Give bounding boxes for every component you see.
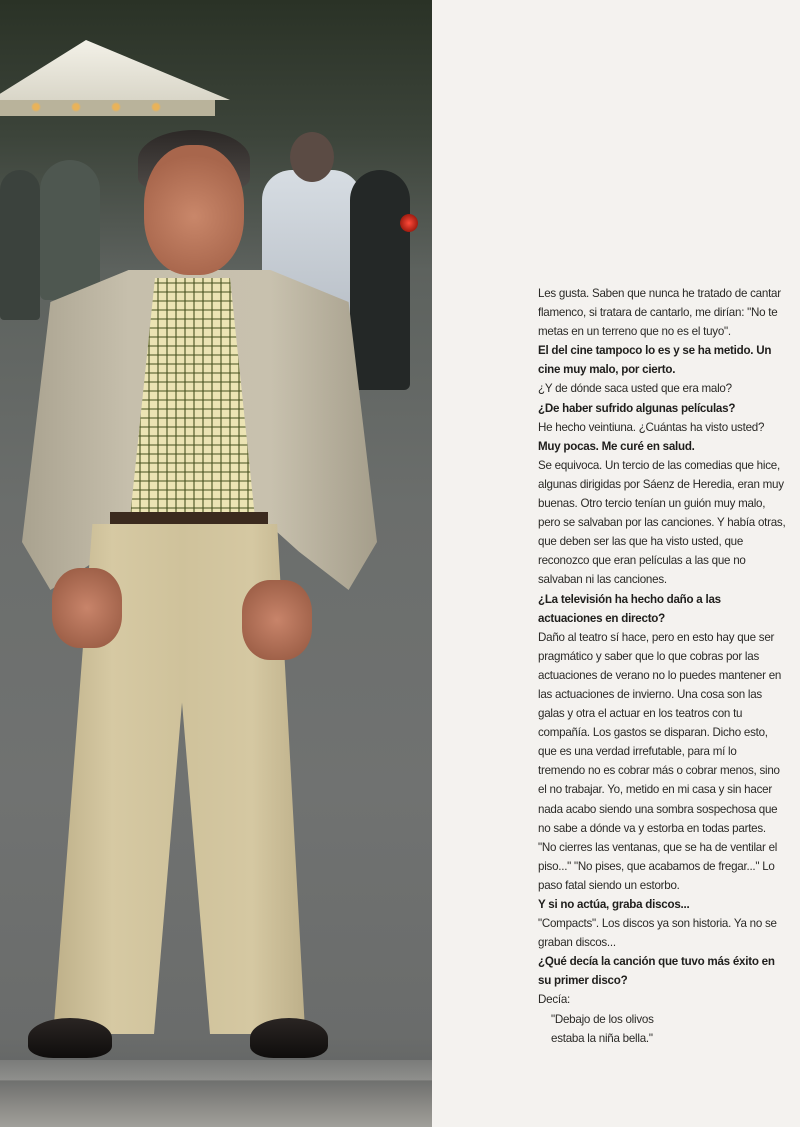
- song-verse-line: "Debajo de los olivos: [551, 1012, 654, 1026]
- answer-paragraph: Les gusta. Saben que nunca he tratado de cantar flamenco, si tratara de cantarlo, me dirían: "No te metas en un terreno que no es el tuyo".: [538, 287, 781, 339]
- answer-paragraph: Decía:: [538, 993, 571, 1007]
- left-hand: [52, 568, 122, 648]
- answer-paragraph: Se equivoca. Un tercio de las comedias que hice, algunas dirigidas por Sáenz de Heredia, eran muy buenas. Otro tercio tenían un guión muy malo, pero se salvaban por las canciones. Y había otras, que deben ser las que ha visto usted, que reconozco que eran películas a las que no salvaban ni las canciones.: [538, 458, 786, 587]
- face: [144, 145, 244, 275]
- question-paragraph: Muy pocas. Me curé en salud.: [538, 439, 695, 453]
- song-verse-line: estaba la niña bella.": [551, 1031, 653, 1045]
- answer-paragraph: Daño al teatro sí hace, pero en esto hay que ser pragmático y saber que lo que cobras por las actuaciones de verano no lo puedes mantener en las actuaciones de invierno. Una cosa son las galas y otra el actuar en los teatros con tu compañía. Los gastos se disparan. Dicho esto, que es una verdad irrefutable, para mí lo tremendo no es cobrar más o cobrar menos, sino el no trabajar. Yo, metido en mi casa y sin hacer nada acabo siendo una sombra sospechosa que no sabe a dónde va y estorba en todas partes. "No cierres las ventanas, que se ha de ventilar el piso..." "No pises, que acabamos de fregar..." Lo paso fatal siendo un estorbo.: [538, 630, 782, 892]
- question-paragraph: ¿De haber sufrido algunas películas?: [538, 401, 736, 415]
- answer-paragraph: "Compacts". Los discos ya son historia. Ya no se graban discos...: [538, 917, 777, 950]
- question-paragraph: El del cine tampoco lo es y se ha metido. Un cine muy malo, por cierto.: [538, 344, 772, 377]
- question-paragraph: Y si no actúa, graba discos...: [538, 898, 690, 911]
- right-shoe: [250, 1018, 328, 1058]
- article-column: [538, 284, 786, 1048]
- question-paragraph: ¿La televisión ha hecho daño a las actuaciones en directo?: [538, 592, 721, 625]
- answer-paragraph: ¿Y de dónde saca usted que era malo?: [538, 382, 732, 396]
- right-hand: [242, 580, 312, 660]
- question-paragraph: ¿Qué decía la canción que tuvo más éxito en su primer disco?: [538, 955, 775, 988]
- left-shoe: [28, 1018, 112, 1058]
- answer-paragraph: He hecho veintiuna. ¿Cuántas ha visto usted?: [538, 420, 765, 434]
